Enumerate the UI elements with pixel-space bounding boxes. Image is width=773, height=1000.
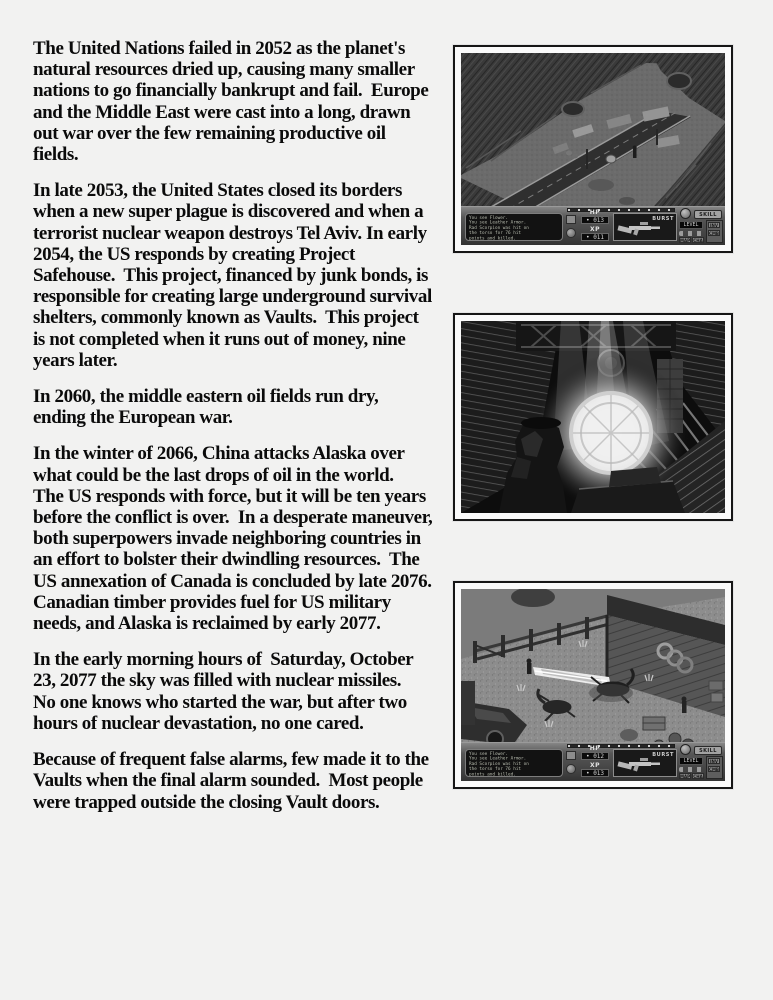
knob-icon [680,744,691,755]
message-line: You see Leather Armor. [469,756,527,761]
message-log [465,749,563,777]
text-line: natural resources dried up, causing many smaller [33,59,415,81]
text-line: responsible for creating large underground survival [33,286,432,308]
text-line: hours of nuclear devastation, no one cared. [33,712,364,734]
level-display: LEVEL [679,221,703,229]
text-line: needs, and Alaska is reclaimed by early 2077. [33,613,381,635]
paragraph [33,749,449,813]
knob-icon [680,208,691,219]
text-line: both superpowers invade neighboring countries in [33,528,421,550]
text-line: terrorist nuclear weapon destroys Tel Aviv. In early [33,222,427,244]
hp-label: HP [589,745,601,752]
text-line: were trapped outside the closing Vault doors. [33,791,380,813]
weapon-mode-label: BURST [652,752,674,758]
ranch-scene [461,589,725,781]
hp-label: HP [589,209,601,216]
text-line: In the winter of 2066, China attacks Alaska over [33,443,405,465]
weapon-panel [613,213,677,241]
text-line: out war over the few remaining productive oil [33,122,386,144]
game-hud [461,742,725,781]
weapon-panel [613,749,677,777]
status-lights [679,231,703,236]
text-line: US annexation of Canada is concluded by late 2076. [33,570,432,592]
message-line: You see Leather Armor. [469,220,527,225]
round-button [566,228,576,238]
text-line: what could be the last drops of oil in the world. [33,464,394,486]
paragraph [33,649,449,734]
hp-value: • 012 [581,752,609,760]
text-line: The US responds with force, but it will be ten years [33,485,426,507]
inventory-button: INV [708,222,720,228]
message-line: You see Flower. [469,215,509,220]
game-hud [461,206,725,245]
text-line: and the Middle East were cast into a long, drawn [33,101,411,123]
message-line: the torso for 76 hit [469,230,522,236]
text-line: before the conflict is over. In a desperate maneuver, [33,507,433,529]
paragraph [33,38,449,165]
text-line: when a new super plague is discovered and when a [33,201,424,223]
text-line: ending the European war. [33,407,233,429]
xp-label: XP [589,762,601,769]
paragraph [33,443,449,634]
message-line: Rad Scorpion was hit on [469,761,529,767]
wasteland-scene [461,53,725,245]
paragraph [33,386,449,428]
text-line: fields. [33,144,79,166]
skilldex-button: SKILL [694,210,722,219]
inventory-button: INV [708,758,720,764]
message-line: Rad Scorpion was hit on [469,225,529,231]
status-lights [679,767,703,772]
text-line: an effort to bolster their dwindling resources. The [33,549,420,571]
text-line: Canadian timber provides fuel for US military [33,591,391,613]
map-button: MAP [680,238,691,243]
map-button: MAP [680,774,691,779]
text-line: 2054, the US responds by creating Project [33,243,355,265]
text-line: Because of frequent false alarms, few made it to the [33,749,429,771]
paragraph [33,180,449,371]
message-line: You see Flower. [469,751,509,756]
screenshot-ranch-fight [453,581,733,789]
text-line: shelters, commonly known as Vaults. This project [33,307,419,329]
message-line: points and killed. [469,771,516,777]
combat-button: CMB [709,231,719,236]
hp-value: • 013 [581,216,609,224]
message-line: points and killed. [469,235,516,241]
text-line: The United Nations failed in 2052 as the planet's [33,38,406,59]
skilldex-button: SKILL [694,746,722,755]
character-button: CHA [693,238,703,243]
vault-scene [461,321,725,513]
text-line: In the early morning hours of Saturday, October [33,649,414,671]
text-line: In 2060, the middle eastern oil fields run dry, [33,386,379,408]
character-button: CHA [693,774,703,779]
text-line: Safehouse. This project, financed by junk bonds, is [33,265,429,287]
combat-button: CMB [709,767,719,772]
log-scroll-button [566,215,576,224]
screenshot-vault-door [453,313,733,521]
level-display: LEVEL [679,757,703,765]
text-line: 23, 2077 the sky was filled with nuclear missiles. [33,670,402,692]
text-line: years later. [33,349,118,371]
xp-value: • 013 [581,769,609,777]
text-line: No one knows who started the war, but after two [33,691,407,713]
message-line: the torso for 76 hit [469,766,522,772]
article [33,38,449,828]
vault-scene-illustration [461,321,725,513]
text-line: nations to go financially bankrupt and fail. Europe [33,80,429,102]
screenshot-wasteland-highway [453,45,733,253]
text-line: is not completed when it runs out of money, nine [33,328,406,350]
xp-label: XP [589,226,601,233]
text-line: In late 2053, the United States closed its borders [33,180,402,202]
weapon-mode-label: BURST [652,216,674,222]
log-scroll-button [566,751,576,760]
round-button [566,764,576,774]
text-line: Vaults when the final alarm sounded. Most people [33,770,423,792]
xp-value: • 011 [581,233,609,241]
message-log [465,213,563,241]
